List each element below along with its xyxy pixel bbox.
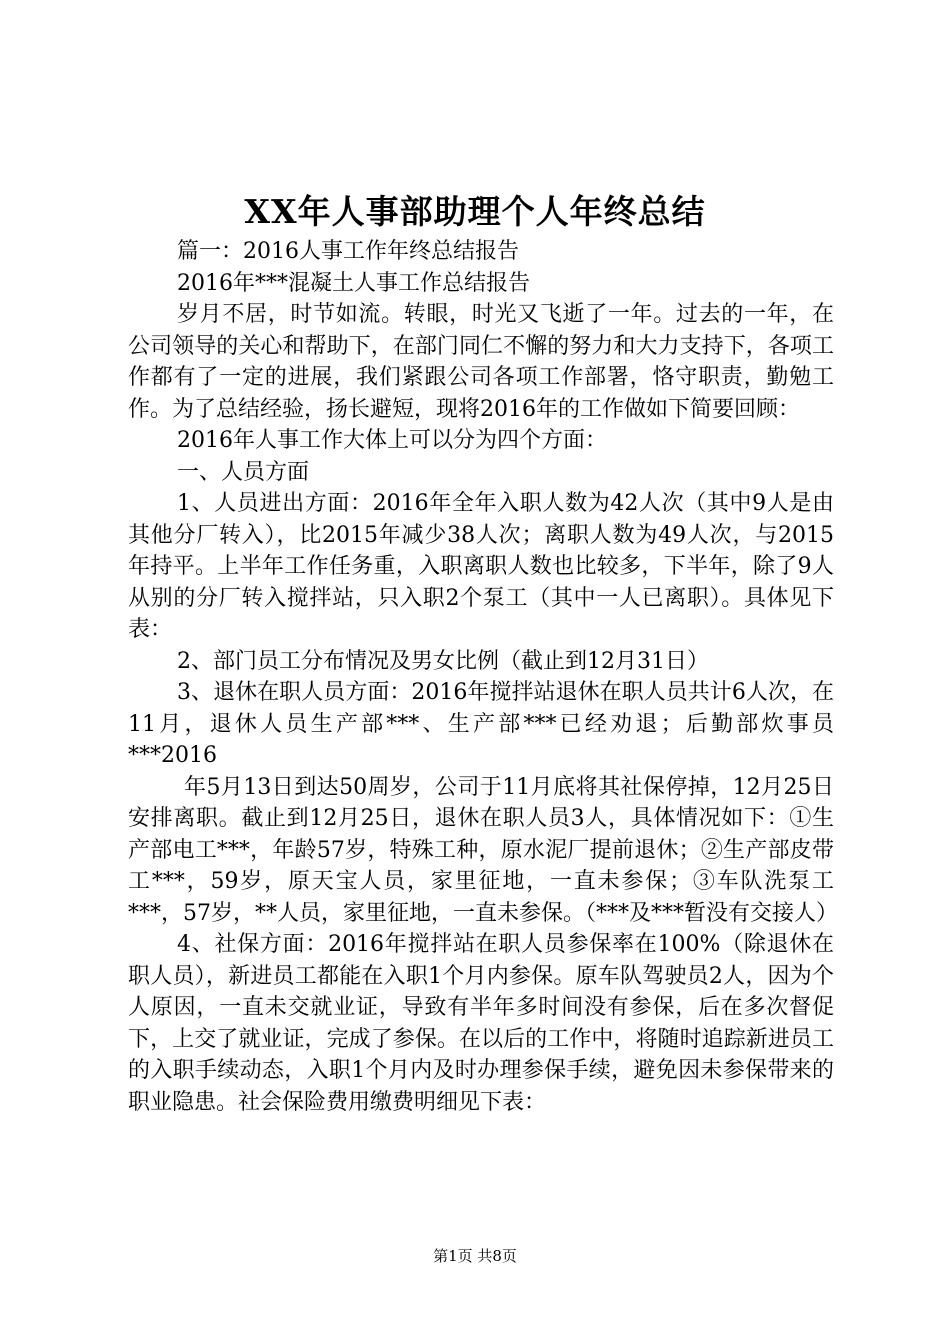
paragraph-retirees: 3、退休在职人员方面：2016年搅拌站退休在职人员共计6人次，在11月，退休人员生产部***、生产部***已经劝退；后勤部炊事员***2016: [128, 680, 834, 768]
paragraph-intro: 岁月不居，时节如流。转眼，时光又飞逝了一年。过去的一年，在公司领导的关心和帮助下，在部门同仁不懈的努力和大力支持下，各项工作都有了一定的进展，我们紧跟公司各项工作部署，恪守职责，勤勉工作。为了总结经验，扬长避短，现将2016年的工作做如下简要回顾：: [128, 302, 834, 422]
paragraph-social-insurance: 4、社保方面：2016年搅拌站在职人员参保率在100%（除退休在职人员），新进员工都能在入职1个月内参保。原车队驾驶员2人，因为个人原因，一直未交就业证，导致有半年多时间没有参保，后在多次督促下，上交了就业证，完成了参保。在以后的工作中，将随时追踪新进员工的入职手续动态，入职1个月内及时办理参保手续，避免因未参保带来的职业隐患。社会保险费用缴费明细见下表：: [128, 932, 834, 1115]
paragraph-report-title: 2016年***混凝土人事工作总结报告: [177, 270, 530, 296]
page-number-footer: 第1页 共8页: [433, 1247, 517, 1265]
paragraph-retirees-continued: 年5月13日到达50周岁，公司于11月底将其社保停掉，12月25日安排离职。截止到12月25日，退休在职人员3人，具体情况如下：①生产部电工***，年龄57岁，特殊工种，原水泥厂提前退休；②生产部皮带工***，59岁，原天宝人员，家里征地，一直未参保；③车队洗泵工***，57岁，**人员，家里征地，一直未参保。（***及***暂没有交接人）: [128, 774, 838, 926]
paragraph-section-heading: 篇一：2016人事工作年终总结报告: [177, 239, 519, 264]
paragraph-overview: 2016年人事工作大体上可以分为四个方面：: [177, 428, 607, 453]
paragraph-staff-flow: 1、人员进出方面：2016年全年入职人数为42人次（其中9人是由其他分厂转入），比2015年减少38人次；离职人数为49人次，与2015年持平。上半年工作任务重，入职离职人数也比较多，下半年，除了9人从别的分厂转入搅拌站，只入职2个泵工（其中一人已离职）。具体见下表：: [128, 491, 834, 642]
document-body: [128, 236, 838, 1118]
document-title: XX年人事部助理个人年终总结: [244, 192, 706, 231]
paragraph-personnel-heading: 一、人员方面: [177, 459, 310, 485]
paragraph-distribution: 2、部门员工分布情况及男女比例（截止到12月31日）: [177, 648, 709, 674]
